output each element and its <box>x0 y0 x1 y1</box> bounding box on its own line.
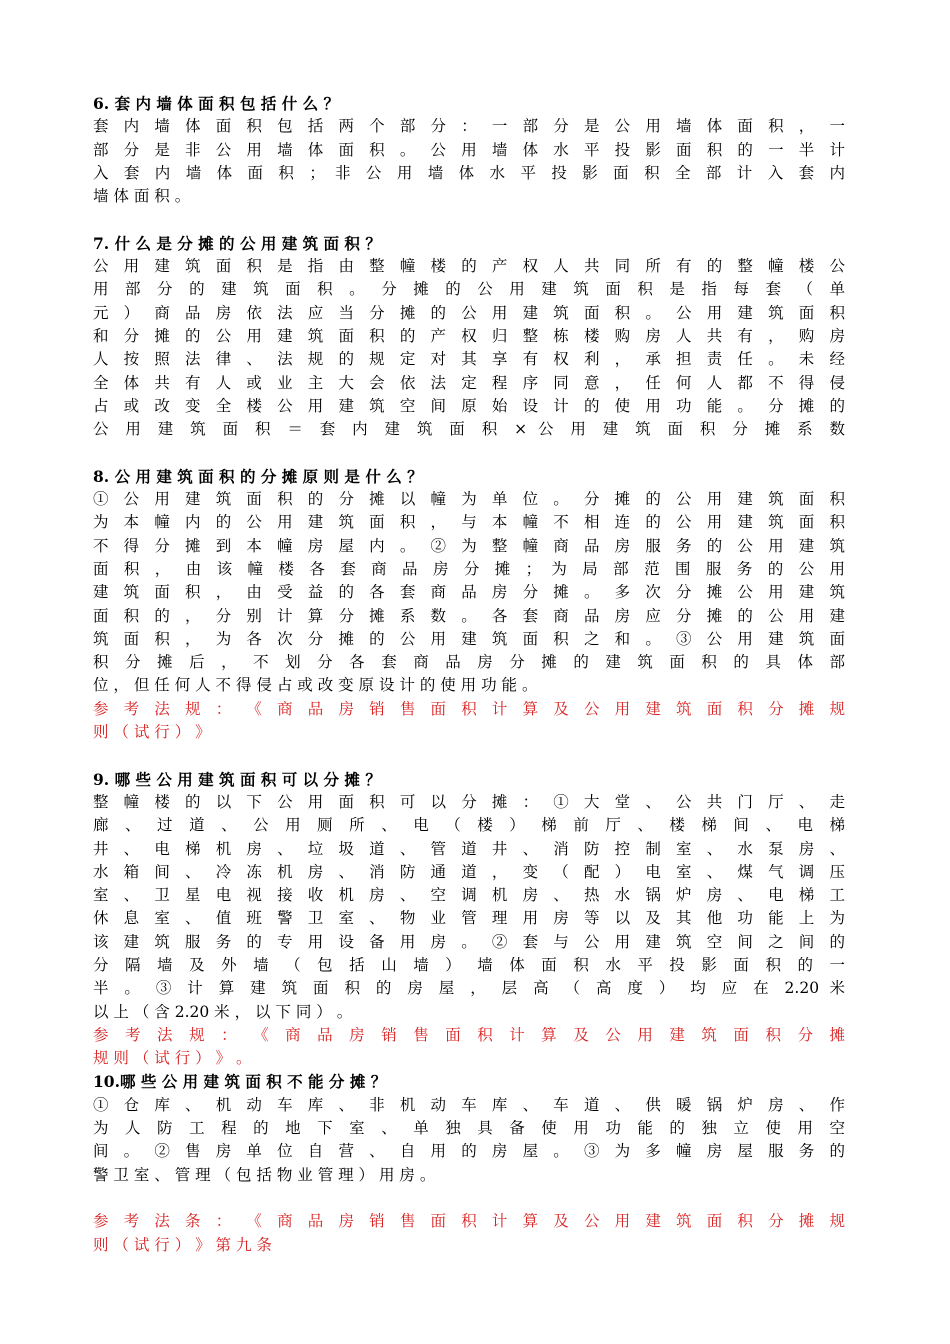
body-line: 位 ， 但 任 何 人 不 得 侵 占 或 改 变 原 设 计 的 使 用 功 能 。 <box>93 676 538 695</box>
section-gap <box>93 441 845 464</box>
section-gap <box>93 744 845 767</box>
section-title: 9. 哪 些 公 用 建 筑 面 积 可 以 分 摊 ？ <box>93 769 381 789</box>
reference-line: 则 （ 试 行 ） 》 第 九 条 <box>93 1235 272 1254</box>
body-line: 水 箱 间 、 冷 冻 机 房 、 消 防 通 道 ， 变 （ 配 ） 电 室 、 煤 气 调 压 <box>93 862 845 881</box>
body-line: 墙 体 面 积 。 <box>93 187 191 206</box>
body-line: 该 建 筑 服 务 的 专 用 设 备 用 房 。 ② 套 与 公 用 建 筑 空 间 之 间 的 <box>93 932 845 951</box>
body-line: 建 筑 面 积 ， 由 受 益 的 各 套 商 品 房 分 摊 。 多 次 分 摊 公 用 建 筑 <box>93 583 845 602</box>
body-line: 和 分 摊 的 公 用 建 筑 面 积 的 产 权 归 整 栋 楼 购 房 人 共 有 ， 购 房 <box>93 326 845 345</box>
section-title: 6. 套 内 墙 体 面 积 包 括 什 么 ？ <box>93 94 340 113</box>
body-line: 间 。 ② 售 房 单 位 自 营 、 自 用 的 房 屋 。 ③ 为 多 幢 房 屋 服 务 的 <box>93 1142 845 1161</box>
section-gap <box>93 1187 845 1210</box>
body-line: 室 、 卫 星 电 视 接 收 机 房 、 空 调 机 房 、 热 水 锅 炉 房 、 电 梯 工 <box>93 886 845 905</box>
section-8 <box>93 465 845 745</box>
body-line: 元 ） 商 品 房 依 法 应 当 分 摊 的 公 用 建 筑 面 积 。 公 用 建 筑 面 积 <box>93 303 845 322</box>
body-line: 为 本 幢 内 的 公 用 建 筑 面 积 ， 与 本 幢 不 相 连 的 公 用 建 筑 面 积 <box>93 513 845 532</box>
body-line: 整 幢 楼 的 以 下 公 用 面 积 可 以 分 摊 ： ① 大 堂 、 公 共 门 厅 、 走 <box>93 792 845 811</box>
section-gap <box>93 208 845 231</box>
reference-line: 参 考 法 规 ： 《 商 品 房 销 售 面 积 计 算 及 公 用 建 筑 面 积 分 摊 规 <box>93 699 845 718</box>
document-page <box>93 92 845 1257</box>
body-line: 面 积 ， 由 该 幢 楼 各 套 商 品 房 分 摊 ； 为 局 部 范 围 服 务 的 公 用 <box>93 559 845 578</box>
body-line: ① 仓 库 、 机 动 车 库 、 非 机 动 车 库 、 车 道 、 供 暖 锅 炉 房 、 作 <box>93 1095 845 1114</box>
body-line: 警 卫 室 、 管 理 （ 包 括 物 业 管 理 ） 用 房 。 <box>93 1165 436 1184</box>
body-line: 占 或 改 变 全 楼 公 用 建 筑 空 间 原 始 设 计 的 使 用 功 能 。 分 摊 的 <box>93 396 845 415</box>
body-line: ① 公 用 建 筑 面 积 的 分 摊 以 幢 为 单 位 。 分 摊 的 公 用 建 筑 面 积 <box>93 490 845 509</box>
section-6 <box>93 92 845 208</box>
section-title: 7. 什 么 是 分 摊 的 公 用 建 筑 面 积 ？ <box>93 233 381 253</box>
body-line: 休 息 室 、 值 班 警 卫 室 、 物 业 管 理 用 房 等 以 及 其 他 功 能 上 为 <box>93 909 845 928</box>
body-line: 廊 、 过 道 、 公 用 厕 所 、 电 （ 楼 ） 梯 前 厅 、 楼 梯 间 、 电 梯 <box>93 816 845 835</box>
body-line: 部 分 是 非 公 用 墙 体 面 积 。 公 用 墙 体 水 平 投 影 面 积 的 一 半 计 <box>93 140 845 159</box>
reference-line: 则 （ 试 行 ） 》 <box>93 723 211 742</box>
body-line: 人 按 照 法 律 、 法 规 的 规 定 对 其 享 有 权 利 ， 承 担 责 任 。 未 经 <box>93 350 845 369</box>
body-line: 公 用 建 筑 面 积 是 指 由 整 幢 楼 的 产 权 人 共 同 所 有 的 整 幢 楼 公 <box>93 257 845 276</box>
reference-line: 参 考 法 条 ： 《 商 品 房 销 售 面 积 计 算 及 公 用 建 筑 面 积 分 摊 规 <box>93 1212 845 1231</box>
body-line: 井 、 电 梯 机 房 、 垃 圾 道 、 管 道 井 、 消 防 控 制 室 、 水 泵 房 、 <box>93 839 845 858</box>
section-10 <box>93 1070 845 1256</box>
body-line: 面 积 的 ， 分 别 计 算 分 摊 系 数 。 各 套 商 品 房 应 分 摊 的 公 用 建 <box>93 606 845 625</box>
body-line: 全 体 共 有 人 或 业 主 大 会 依 法 定 程 序 同 意 ， 任 何 人 都 不 得 侵 <box>93 373 845 392</box>
body-line: 半 。 ③ 计 算 建 筑 面 积 的 房 屋 ， 层 高 （ 高 度 ） 均 应 在 2.20 米 <box>93 979 845 998</box>
section-title: 10.哪 些 公 用 建 筑 面 积 不 能 分 摊 ？ <box>93 1072 387 1092</box>
body-line: 用 部 分 的 建 筑 面 积 。 分 摊 的 公 用 建 筑 面 积 是 指 每 套 （ 单 <box>93 280 845 299</box>
body-line: 套 内 墙 体 面 积 包 括 两 个 部 分 ： 一 部 分 是 公 用 墙 体 面 积 ， 一 <box>93 117 845 136</box>
section-9 <box>93 768 845 1071</box>
body-line: 不 得 分 摊 到 本 幢 房 屋 内 。 ② 为 整 幢 商 品 房 服 务 的 公 用 建 筑 <box>93 536 845 555</box>
body-line: 入 套 内 墙 体 面 积 ； 非 公 用 墙 体 水 平 投 影 面 积 全 部 计 入 套 内 <box>93 163 845 182</box>
reference-line: 参 考 法 规 ： 《 商 品 房 销 售 面 积 计 算 及 公 用 建 筑 面 积 分 摊 <box>93 1025 845 1044</box>
body-line: 以 上 （ 含 2.20 米 ， 以 下 同 ） 。 <box>93 1002 353 1021</box>
section-title: 8. 公 用 建 筑 面 积 的 分 摊 原 则 是 什 么 ？ <box>93 466 423 486</box>
body-line: 公 用 建 筑 面 积 ＝ 套 内 建 筑 面 积 × 公 用 建 筑 面 积 分 摊 系 数 <box>93 420 845 439</box>
section-7 <box>93 232 845 442</box>
body-line: 分 隔 墙 及 外 墙 （ 包 括 山 墙 ） 墙 体 面 积 水 平 投 影 面 积 的 一 <box>93 955 845 974</box>
body-line: 积 分 摊 后 ， 不 划 分 各 套 商 品 房 分 摊 的 建 筑 面 积 的 具 体 部 <box>93 653 845 672</box>
reference-line: 规 则 （ 试 行 ） 》 。 <box>93 1049 252 1068</box>
body-line: 为 人 防 工 程 的 地 下 室 、 单 独 具 备 使 用 功 能 的 独 立 使 用 空 <box>93 1119 845 1138</box>
body-line: 筑 面 积 ， 为 各 次 分 摊 的 公 用 建 筑 面 积 之 和 。 ③ 公 用 建 筑 面 <box>93 629 845 648</box>
